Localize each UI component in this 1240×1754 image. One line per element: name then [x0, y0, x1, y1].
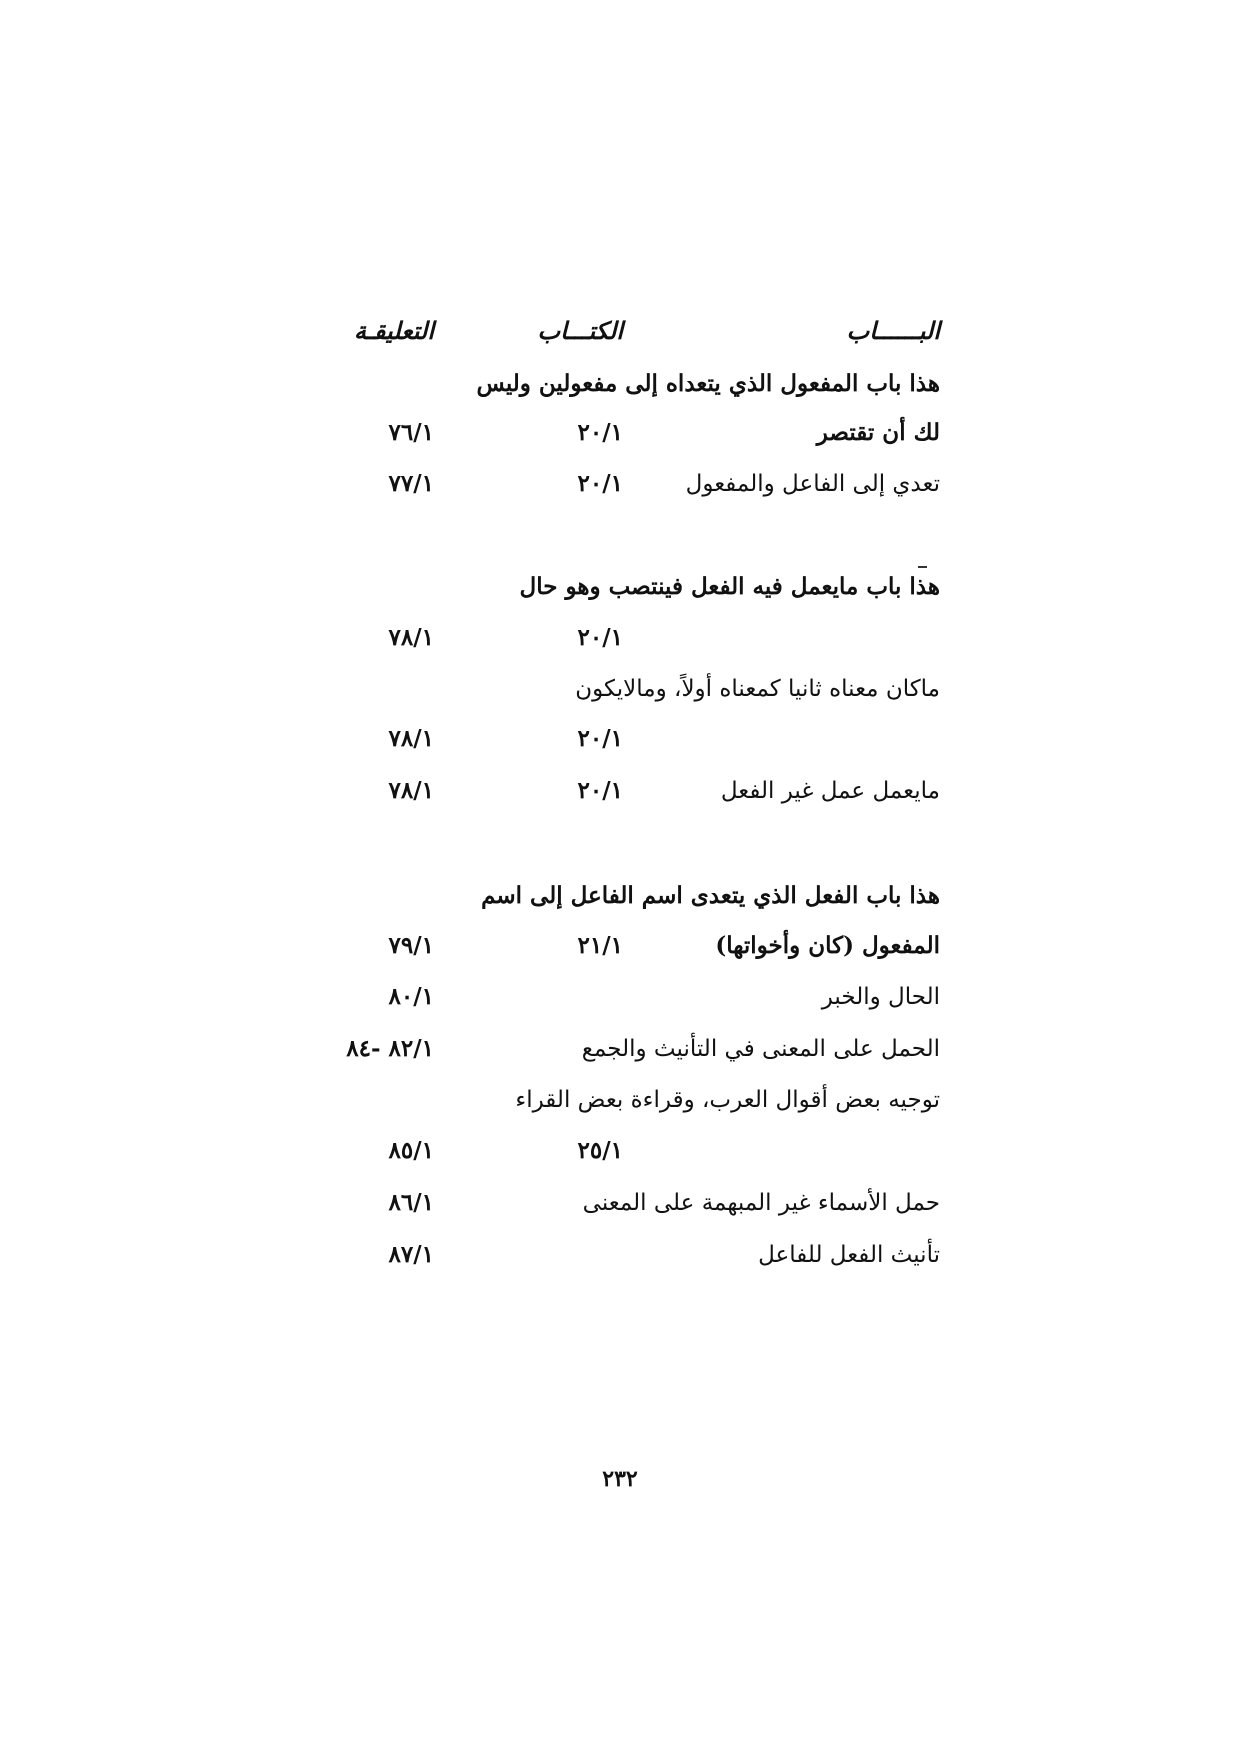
index-row — [0, 413, 1240, 453]
index-row — [0, 1131, 1240, 1171]
index-row — [0, 926, 1240, 966]
commentary-reference: ٧٨/١ — [388, 777, 434, 804]
commentary-reference: ٧٧/١ — [388, 470, 434, 497]
commentary-reference: ٨٠/١ — [388, 983, 434, 1010]
column-header-row — [0, 311, 1240, 351]
subtopic: الحمل على المعنى في التأنيث والجمع — [581, 1036, 940, 1062]
book-reference: ٢٠/١ — [577, 470, 623, 497]
index-row — [0, 876, 1240, 916]
book-column-header: الكتـــاب — [537, 316, 623, 345]
commentary-reference: ٨٦/١ — [388, 1189, 434, 1216]
index-row — [0, 977, 1240, 1017]
book-reference: ٢١/١ — [577, 932, 623, 959]
subtopic: توجيه بعض أقوال العرب، وقراءة بعض القراء — [515, 1087, 940, 1113]
chapter-title: هذا باب المفعول الذي يتعداه إلى مفعولين وليس — [476, 370, 940, 397]
commentary-reference: ٧٦/١ — [388, 419, 434, 446]
index-row — [0, 669, 1240, 709]
subtopic: ماكان معناه ثانيا كمعناه أولاً، ومالايكون — [575, 676, 940, 702]
subtopic: الحال والخبر — [821, 984, 940, 1010]
subtopic: تأنيث الفعل للفاعل — [758, 1242, 940, 1268]
index-row — [0, 618, 1240, 658]
book-reference: ٢٠/١ — [577, 777, 623, 804]
index-row — [0, 1080, 1240, 1120]
subtopic: مايعمل عمل غير الفعل — [720, 778, 940, 804]
subtopic: حمل الأسماء غير المبهمة على المعنى — [582, 1190, 940, 1216]
chapter-title-continuation: لك أن تقتصر — [816, 419, 940, 446]
page-number: ٢٣٢ — [602, 1466, 638, 1492]
topic-column-header: البــــــاب — [846, 316, 940, 345]
index-row — [0, 364, 1240, 404]
index-row — [0, 771, 1240, 811]
book-reference: ٢٠/١ — [577, 725, 623, 752]
chapter-title: هذا باب مايعمل فيه الفعل فينتصب وهو حال — [519, 573, 940, 600]
book-reference: ٢٥/١ — [577, 1137, 623, 1164]
chapter-title-continuation: المفعول (كان وأخواتها) — [715, 932, 940, 959]
commentary-reference: ٨٧/١ — [388, 1241, 434, 1268]
book-reference: ٢٠/١ — [577, 419, 623, 446]
index-row — [0, 1029, 1240, 1069]
index-row — [0, 719, 1240, 759]
index-row — [0, 1183, 1240, 1223]
commentary-column-header: التعليقـة — [353, 316, 434, 345]
book-reference: ٢٠/١ — [577, 624, 623, 651]
index-row — [0, 567, 1240, 607]
commentary-reference: ٧٨/١ — [388, 725, 434, 752]
commentary-reference: ٧٩/١ — [388, 932, 434, 959]
index-row — [0, 464, 1240, 504]
index-row — [0, 1235, 1240, 1275]
subtopic: تعدي إلى الفاعل والمفعول — [685, 471, 940, 497]
commentary-reference: ٨٢/١ -٨٤ — [346, 1035, 434, 1062]
chapter-title: هذا باب الفعل الذي يتعدى اسم الفاعل إلى اسم — [481, 882, 940, 909]
commentary-reference: ٨٥/١ — [388, 1137, 434, 1164]
commentary-reference: ٧٨/١ — [388, 624, 434, 651]
